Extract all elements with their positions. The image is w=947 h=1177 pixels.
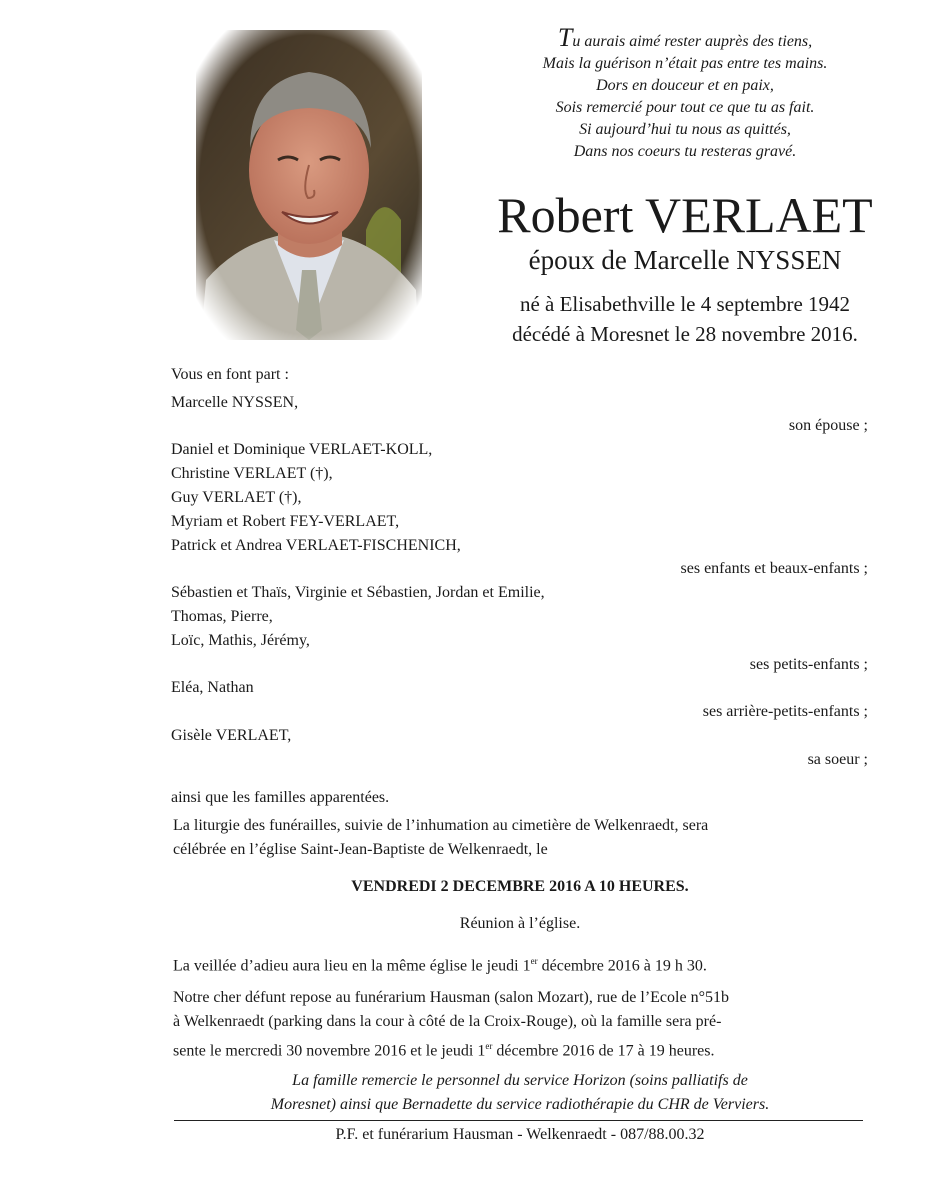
children-item: Christine VERLAET (†), — [171, 465, 333, 482]
liturgy-line: célébrée en l’église Saint-Jean-Baptiste de Welkenraedt, le — [173, 841, 548, 858]
poem-line: Sois remercié pour tout ce que tu as fait. — [555, 99, 815, 116]
children-role: ses enfants et beaux-enfants ; — [680, 560, 868, 577]
poem — [500, 23, 870, 163]
deceased-name: Robert VERLAET — [497, 187, 873, 243]
poem-line: Tu aurais aimé rester auprès des tiens, — [557, 23, 813, 52]
children-item: Myriam et Robert FEY-VERLAET, — [171, 513, 400, 530]
children-item: Patrick et Andrea VERLAET-FISCHENICH, — [171, 537, 461, 554]
spouse-name: Marcelle NYSSEN, — [171, 394, 299, 411]
funeral-date: VENDREDI 2 DECEMBRE 2016 A 10 HEURES. — [351, 878, 689, 895]
spouse-role: son épouse ; — [788, 417, 868, 434]
thanks-note — [170, 1069, 870, 1117]
thanks-line: La famille remercie le personnel du service Horizon (soins palliatifs de — [292, 1072, 748, 1089]
poem-drop-cap: T — [557, 23, 573, 52]
grandchildren-item: Loïc, Mathis, Jérémy, — [171, 632, 310, 649]
spouse-line: époux de Marcelle NYSSEN — [528, 245, 842, 275]
poem-line: Dors en douceur et en paix, — [596, 77, 774, 94]
poem-line: Mais la guérison n’était pas entre tes mains. — [542, 55, 828, 72]
death-line: décédé à Moresnet le 28 novembre 2016. — [512, 322, 858, 346]
grandchildren-item: Sébastien et Thaïs, Virginie et Sébastien, Jordan et Emilie, — [171, 584, 545, 601]
poem-line: Dans nos coeurs tu resteras gravé. — [573, 143, 797, 160]
great-grandchildren: Eléa, Nathan — [171, 679, 254, 696]
rest-line: Notre cher défunt repose au funérarium Hausman (salon Mozart), rue de l’Ecole n°51b — [173, 989, 729, 1006]
funeral-home-footer: P.F. et funérarium Hausman - Welkenraedt - 087/88.00.32 — [335, 1126, 705, 1143]
rest-line: à Welkenraedt (parking dans la cour à côté de la Croix-Rouge), où la famille sera pré- — [173, 1013, 722, 1030]
grandchildren-role: ses petits-enfants ; — [749, 656, 868, 673]
announcement-intro: Vous en font part : — [171, 366, 289, 383]
sister-name: Gisèle VERLAET, — [171, 727, 292, 744]
divider — [174, 1120, 863, 1121]
portrait-photo — [196, 30, 422, 340]
sister-role: sa soeur ; — [807, 751, 868, 768]
birth-line: né à Elisabethville le 4 septembre 1942 — [519, 292, 851, 316]
rest-line: sente le mercredi 30 novembre 2016 et le jeudi 1er décembre 2016 de 17 à 19 heures. — [173, 1041, 715, 1060]
children-item: Guy VERLAET (†), — [171, 489, 302, 506]
related-families: ainsi que les familles apparentées. — [171, 789, 390, 806]
poem-line: Si aujourd’hui tu nous as quittés, — [579, 121, 791, 138]
thanks-line: Moresnet) ainsi que Bernadette du service radiothérapie du CHR de Verviers. — [270, 1096, 770, 1113]
great-grandchildren-role: ses arrière-petits-enfants ; — [702, 703, 868, 720]
liturgy-line: La liturgie des funérailles, suivie de l’inhumation au cimetière de Welkenraedt, sera — [173, 817, 709, 834]
grandchildren-item: Thomas, Pierre, — [171, 608, 273, 625]
children-item: Daniel et Dominique VERLAET-KOLL, — [171, 441, 433, 458]
vigil-line: La veillée d’adieu aura lieu en la même église le jeudi 1er décembre 2016 à 19 h 30. — [173, 956, 707, 975]
reunion-note: Réunion à l’église. — [459, 915, 581, 932]
